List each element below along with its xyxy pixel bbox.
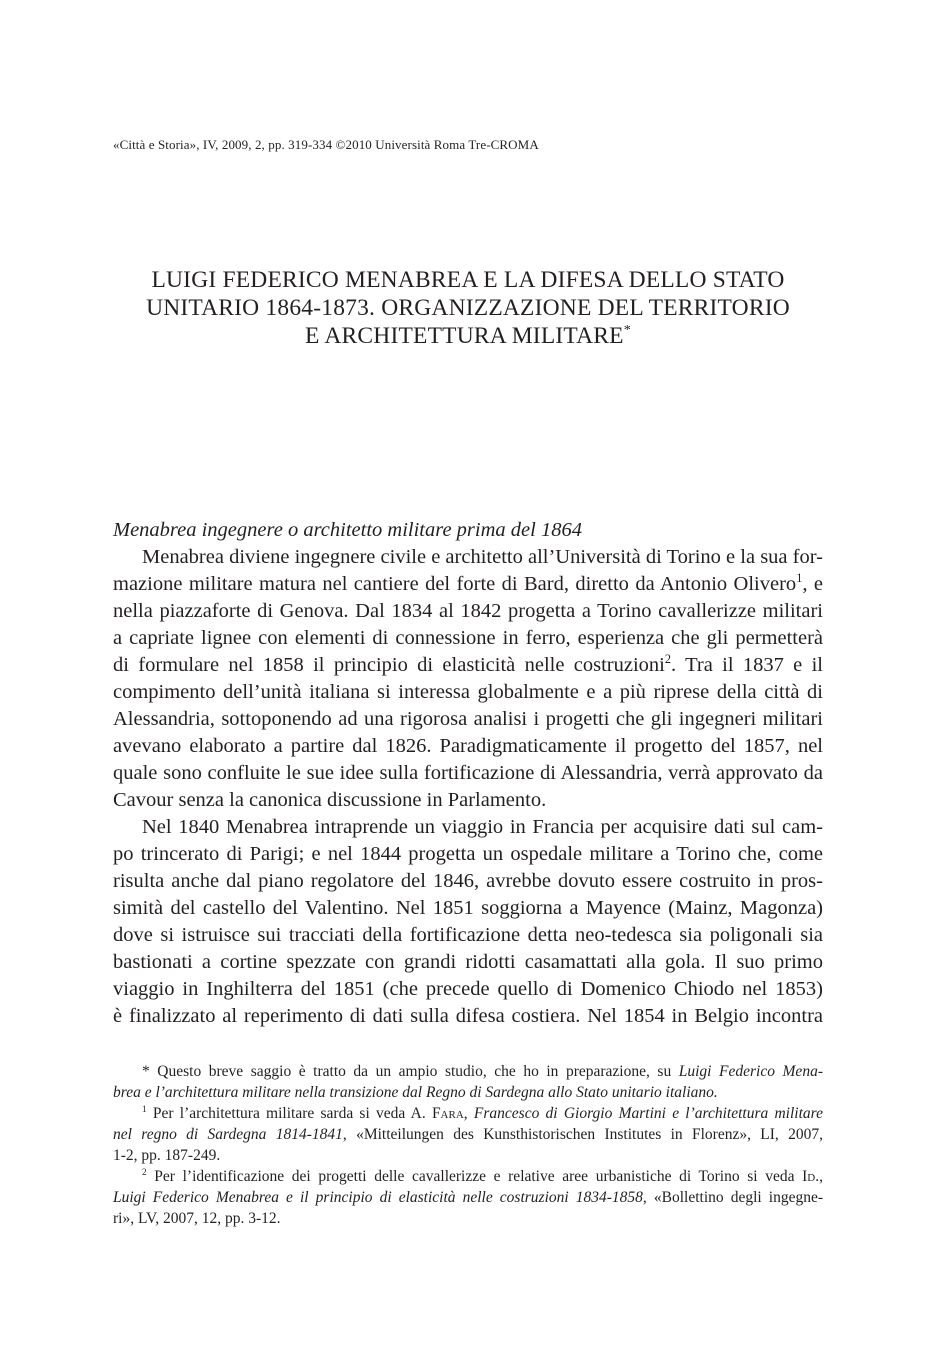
footnote-italic: Francesco di Giorgio Martini e l’architettura militare — [473, 1105, 823, 1122]
footnote-italic: nel regno di Sardegna 1814-1841 — [113, 1126, 343, 1143]
body-text: mazione militare matura nel cantiere del forte di Bard, diretto da Antonio Olivero — [113, 573, 797, 595]
footnote-1 — [142, 1103, 823, 1124]
body-text: , e — [802, 573, 823, 595]
body-line: avevano elaborato a partire dal 1826. Paradigmaticamente il progetto del 1857, nel — [113, 735, 823, 757]
footnote-text: ., — [815, 1168, 823, 1185]
title-line-text: E ARCHITETTURA MILITARE — [305, 323, 624, 349]
body-line: quale sono confluite le sue idee sulla fortificazione di Alessandria, verrà approvato da — [113, 762, 823, 784]
title-footnote-marker: * — [623, 322, 631, 339]
body-line: compimento dell’unità italiana si interessa globalmente e a più riprese della città di — [113, 681, 823, 703]
body-line: nella piazzaforte di Genova. Dal 1834 al 1842 progetta a Torino cavallerizze militari — [113, 600, 823, 622]
body-line: Alessandria, sottoponendo ad una rigorosa analisi i progetti che gli ingegneri militari — [113, 708, 823, 730]
title-line: LUIGI FEDERICO MENABREA E LA DIFESA DELLO STATO — [151, 267, 785, 293]
body-line: è finalizzato al reperimento di dati sulla difesa costiera. Nel 1854 in Belgio incontra — [113, 1005, 823, 1027]
body-text: di formulare nel 1858 il principio di elasticità nelle costruzioni — [113, 654, 665, 676]
footnote-text: , «Mitteilungen des Kunsthistorischen Institutes in Florenz», LI, 2007, — [342, 1126, 823, 1143]
body-line: Menabrea diviene ingegnere civile e architetto all’Università di Torino e la sua for- — [142, 546, 823, 568]
footnote-2-line: ri», LV, 2007, 12, pp. 3-12. — [113, 1210, 281, 1227]
footnote-2 — [142, 1166, 823, 1187]
footnote-italic: Luigi Federico Menabrea e il principio di elasticità nelle costruzioni 1834-1858 — [113, 1189, 643, 1206]
footnote-star-line — [113, 1082, 823, 1103]
footnote-text: Per l’architettura militare sarda si veda A. — [146, 1105, 432, 1122]
footnote-italic: Luigi Federico Mena- — [678, 1063, 823, 1080]
body-line — [113, 571, 823, 598]
footnote-author: Id — [802, 1168, 816, 1185]
body-line: bastionati a cortine spezzate con grandi ridotti casamattati alla gola. Il suo primo — [113, 951, 823, 973]
footnote-ref: 1 — [796, 571, 803, 586]
footnote-1-line — [113, 1124, 823, 1145]
body-line — [113, 652, 823, 679]
body-line: risulta anche dal piano regolatore del 1846, avrebbe dovuto essere costruito in pros- — [113, 870, 823, 892]
footnote-italic: brea e l’architettura militare nella transizione dal Regno di Sardegna allo Stato unitario italiano. — [113, 1084, 718, 1101]
footnote-2-line — [113, 1187, 823, 1208]
article-title — [113, 266, 823, 350]
footnote-text: Questo breve saggio è tratto da un ampio studio, che ho in preparazione, su — [149, 1063, 679, 1080]
footnote-mark: 2 — [142, 1167, 147, 1178]
body-line: po trincerato di Parigi; e nel 1844 progetta un ospedale militare a Torino che, come — [113, 843, 823, 865]
footnote-mark: * — [142, 1063, 150, 1080]
body-line: viaggio in Inghilterra del 1851 (che precede quello di Domenico Chiodo nel 1853) — [113, 978, 823, 1000]
body-line: a capriate lignee con elementi di connessione in ferro, esperienza che gli permetterà — [113, 627, 823, 649]
title-line — [113, 322, 823, 350]
title-line: UNITARIO 1864-1873. ORGANIZZAZIONE DEL TERRITORIO — [146, 295, 790, 321]
footnote-1-line: 1-2, pp. 187-249. — [113, 1147, 221, 1164]
footnote-mark: 1 — [142, 1104, 147, 1115]
body-line: Nel 1840 Menabrea intraprende un viaggio in Francia per acquisire dati sul cam- — [142, 816, 823, 838]
footnote-text: , «Bollettino degli ingegne- — [642, 1189, 823, 1206]
footnote-ref: 2 — [664, 652, 672, 667]
footnote-author: Fara — [431, 1105, 464, 1122]
body-text: . Tra il 1837 e il — [671, 654, 823, 676]
body-line: Cavour senza la canonica discussione in Parlamento. — [113, 789, 547, 811]
body-line: simità del castello del Valentino. Nel 1851 soggiorna a Mayence (Mainz, Magonza) — [113, 897, 823, 919]
footnote-text: Per l’identificazione dei progetti delle cavallerizze e relative aree urbanistiche di Torino si veda — [146, 1168, 803, 1185]
section-heading: Menabrea ingegnere o architetto militare prima del 1864 — [113, 519, 582, 541]
footnote-star — [142, 1061, 823, 1082]
citation-header: «Città e Storia», IV, 2009, 2, pp. 319-334 ©2010 Università Roma Tre-CROMA — [113, 137, 539, 152]
footnote-text: , — [463, 1105, 474, 1122]
body-line: dove si istruisce sui tracciati della fortificazione detta neo-tedesca sia poligonali sia — [113, 924, 823, 946]
